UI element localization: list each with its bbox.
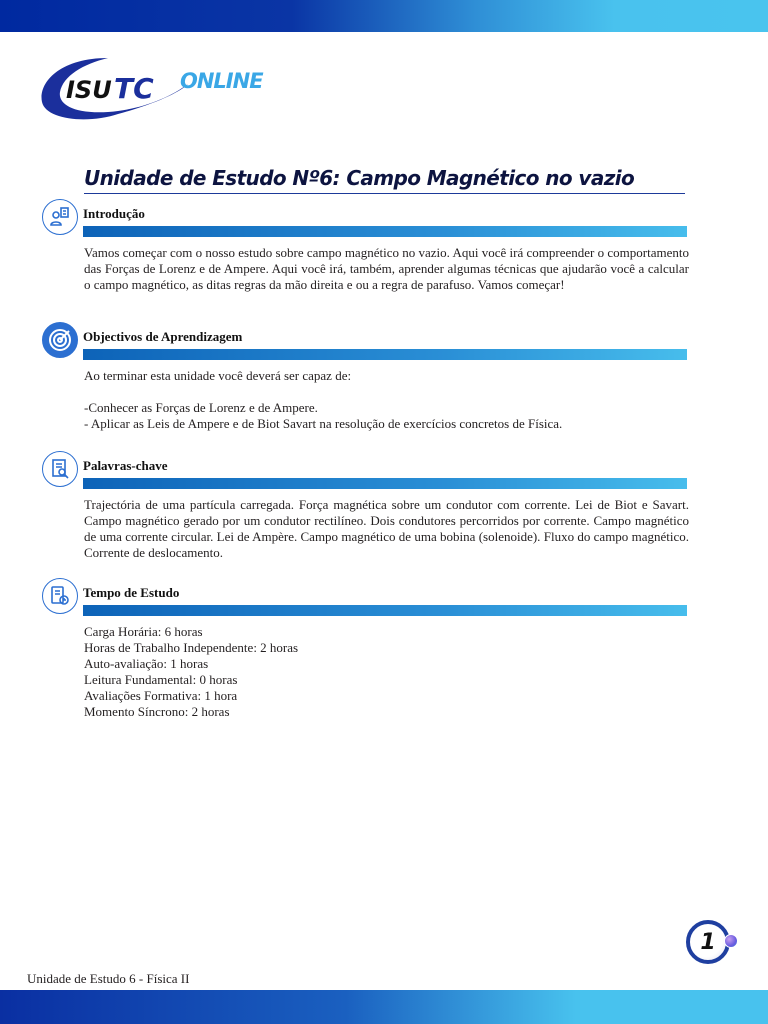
title-underline	[84, 193, 685, 194]
target-icon	[42, 322, 78, 358]
paragraph: Leitura Fundamental: 0 horas	[84, 672, 238, 687]
section-heading: Introdução	[83, 206, 145, 221]
section-body	[84, 245, 689, 293]
footer-text: Unidade de Estudo 6 - Física II	[27, 971, 190, 986]
svg-text:ISU: ISU	[66, 76, 112, 104]
paragraph: Ao terminar esta unidade você deverá ser capaz de:	[84, 368, 352, 383]
header-bar	[0, 0, 768, 32]
person-document-icon	[42, 199, 78, 235]
page-title: Unidade de Estudo Nº6: Campo Magnético no vazio	[84, 166, 635, 190]
paragraph: Trajectória de uma partícula carregada. Força magnética sobre um condutor com corrente. Lei de Biot e Savart. Campo magnético gerado por um condutor rectilíneo. Dois condutores percorridos por corrente. Campo magnético de uma corrente circular. Lei de Ampère. Campo magnético de uma bobina (solenoide). Fluxo do campo magnético. Corrente de deslocamento.	[84, 497, 689, 560]
section-body	[84, 497, 689, 561]
decorative-dot-icon	[724, 934, 738, 948]
paragraph: Auto-avaliação: 1 horas	[84, 656, 209, 671]
section-bar	[83, 349, 687, 360]
footer-bar	[0, 990, 768, 1024]
section-heading: Palavras-chave	[83, 458, 168, 473]
page-number: 1	[700, 929, 716, 955]
clock-document-icon	[42, 578, 78, 614]
paragraph: Avaliações Formativa: 1 hora	[84, 688, 238, 703]
paragraph: Horas de Trabalho Independente: 2 horas	[84, 640, 299, 655]
isutc-online-logo	[38, 54, 288, 124]
paragraph: - Aplicar as Leis de Ampere e de Biot Savart na resolução de exercícios concretos de Física.	[84, 416, 563, 431]
section-body	[84, 368, 689, 432]
svg-text:ONLINE: ONLINE	[180, 69, 263, 93]
section-bar	[83, 605, 687, 616]
paragraph: Vamos começar com o nosso estudo sobre campo magnético no vazio. Aqui você irá compreender o comportamento das Forças de Lorenz e de Ampere. Aqui você irá, também, aprender algumas técnicas que ajudarão você a calcular o campo magnético, as ditas regras da mão direita e ou a regra de parafuso. Vamos começar!	[84, 245, 689, 292]
svg-text:TC: TC	[114, 72, 154, 105]
paragraph: -Conhecer as Forças de Lorenz e de Ampere.	[84, 400, 318, 415]
paragraph: Momento Síncrono: 2 horas	[84, 704, 230, 719]
section-bar	[83, 226, 687, 237]
section-bar	[83, 478, 687, 489]
section-heading: Objectivos de Aprendizagem	[83, 329, 243, 344]
section-heading: Tempo de Estudo	[83, 585, 180, 600]
section-body	[84, 624, 689, 720]
keyword-document-icon	[42, 451, 78, 487]
paragraph: Carga Horária: 6 horas	[84, 624, 203, 639]
